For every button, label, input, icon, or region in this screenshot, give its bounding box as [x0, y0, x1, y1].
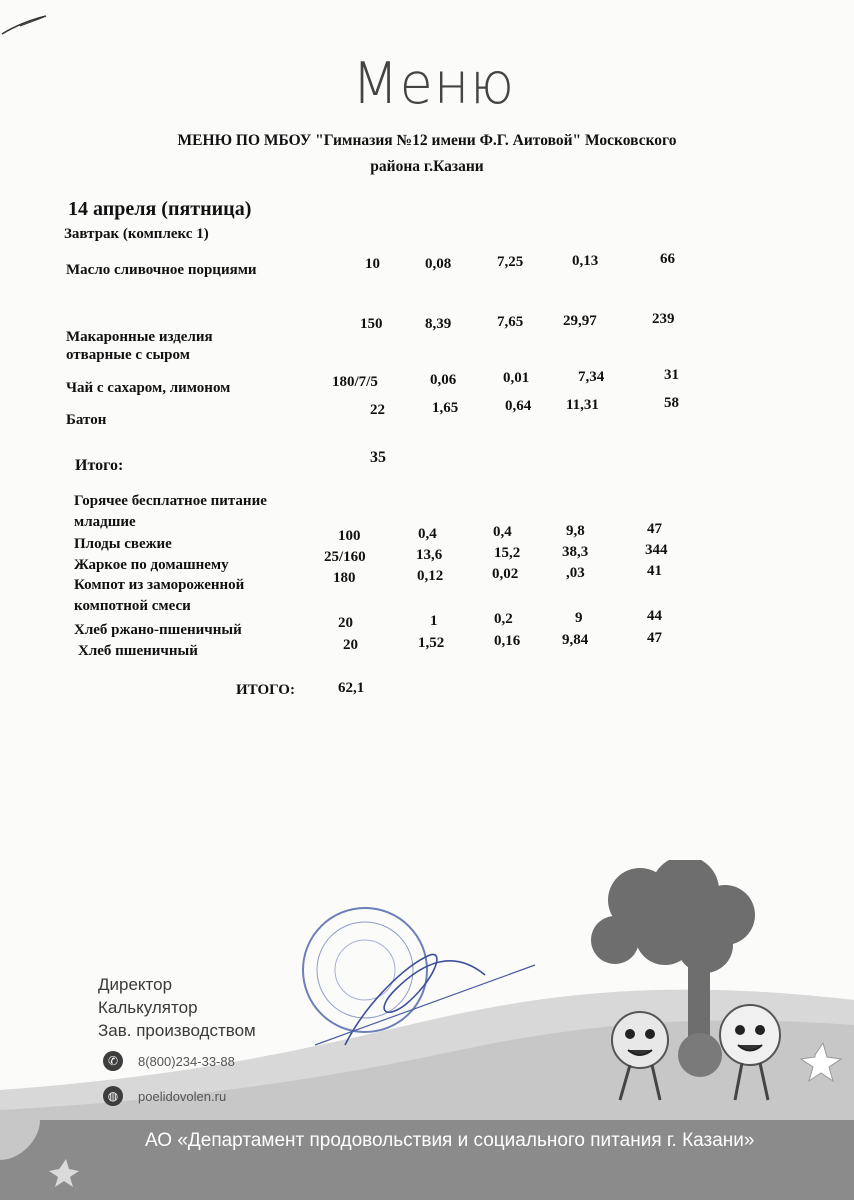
breakfast-item-fat: 7,65	[497, 314, 524, 330]
menu-title-line1: МЕНЮ ПО МБОУ "Гимназия №12 имени Ф.Г. Аитовой" Московского	[177, 132, 677, 149]
hot-item-weight: 25/160	[324, 549, 366, 565]
pen-mark-icon	[0, 0, 60, 40]
hot-item-kcal: 47	[647, 521, 662, 537]
hot-item-kcal: 47	[647, 630, 662, 646]
phone-icon: ✆	[103, 1051, 123, 1071]
breakfast-item-carbs: 7,34	[578, 369, 605, 385]
hot-item-carbs: 38,3	[562, 544, 589, 560]
breakfast-total-value: 35	[370, 449, 386, 466]
hot-item-name: Хлеб пшеничный	[78, 643, 198, 659]
hot-item-protein: 1	[430, 613, 438, 629]
handwritten-title: Меню	[352, 50, 515, 117]
footer-role-calculator: Калькулятор	[98, 998, 198, 1017]
grand-total-value: 62,1	[338, 680, 365, 696]
hot-item-fat: 15,2	[494, 545, 521, 561]
hot-item-carbs: 9,8	[566, 523, 585, 539]
breakfast-item-fat: 7,25	[497, 254, 524, 270]
hot-item-fat: 0,16	[494, 633, 521, 649]
hot-item-name-line2: компотной смеси	[74, 598, 191, 614]
hot-item-weight: 100	[338, 528, 361, 544]
hot-item-name: Хлеб ржано-пшеничный	[74, 622, 242, 638]
menu-date: 14 апреля (пятница)	[68, 198, 252, 220]
breakfast-item-carbs: 11,31	[566, 397, 599, 413]
breakfast-item-fat: 0,01	[503, 370, 530, 386]
hot-item-carbs: 9,84	[562, 632, 589, 648]
hot-item-protein: 13,6	[416, 547, 443, 563]
breakfast-item-carbs: 29,97	[563, 313, 597, 329]
hot-item-weight: 20	[338, 615, 353, 631]
hot-item-kcal: 44	[647, 608, 662, 624]
hot-item-fat: 0,02	[492, 566, 519, 582]
hot-item-name: Плоды свежие	[74, 536, 172, 552]
breakfast-item-kcal: 58	[664, 395, 679, 411]
footer-phone[interactable]: 8(800)234-33-88	[138, 1054, 235, 1069]
breakfast-item-name: Чай с сахаром, лимоном	[66, 380, 231, 396]
hot-item-carbs: ,03	[566, 565, 585, 581]
breakfast-heading: Завтрак (комплекс 1)	[64, 226, 209, 242]
hot-meal-heading-line2: младшие	[74, 514, 136, 530]
hot-item-kcal: 344	[645, 542, 668, 558]
hot-item-protein: 0,12	[417, 568, 444, 584]
footer-role-production: Зав. производством	[98, 1021, 256, 1040]
footer-website[interactable]: poelidovolen.ru	[138, 1089, 227, 1104]
hot-item-protein: 0,4	[418, 526, 437, 542]
breakfast-total-label: Итого:	[75, 457, 124, 474]
breakfast-item-kcal: 239	[652, 311, 675, 327]
hot-item-fat: 0,4	[493, 524, 512, 540]
hot-item-kcal: 41	[647, 563, 662, 579]
breakfast-item-name: Батон	[66, 412, 107, 428]
breakfast-item-protein: 0,08	[425, 256, 452, 272]
hot-item-protein: 1,52	[418, 635, 445, 651]
breakfast-item-kcal: 66	[660, 251, 675, 267]
breakfast-item-name: Масло сливочное порциями	[66, 262, 257, 278]
hot-item-carbs: 9	[575, 610, 583, 626]
globe-icon: ◍	[103, 1086, 123, 1106]
breakfast-item-protein: 0,06	[430, 372, 457, 388]
hot-item-name: Компот из замороженной	[74, 577, 245, 593]
breakfast-item-name: Макаронные изделия	[66, 329, 213, 345]
breakfast-item-protein: 8,39	[425, 316, 452, 332]
hot-item-weight: 20	[343, 637, 358, 653]
breakfast-item-weight: 150	[360, 316, 383, 332]
breakfast-item-kcal: 31	[664, 367, 679, 383]
breakfast-item-weight: 22	[370, 402, 385, 418]
breakfast-item-fat: 0,64	[505, 398, 532, 414]
breakfast-item-protein: 1,65	[432, 400, 459, 416]
breakfast-item-name-line2: отварные с сыром	[66, 347, 190, 363]
grand-total-label: ИТОГО:	[236, 682, 295, 698]
breakfast-item-carbs: 0,13	[572, 253, 599, 269]
breakfast-item-weight: 180/7/5	[332, 374, 378, 390]
menu-title-line2: района г.Казани	[370, 158, 484, 175]
hot-meal-heading: Горячее бесплатное питание	[74, 493, 267, 509]
hot-item-name: Жаркое по домашнему	[74, 557, 229, 573]
breakfast-item-weight: 10	[365, 256, 380, 272]
footer-role-director: Директор	[98, 975, 173, 994]
hot-item-weight: 180	[333, 570, 356, 586]
footer-organization: АО «Департамент продовольствия и социального питания г. Казани»	[145, 1130, 755, 1151]
official-stamp-and-signature	[285, 895, 545, 1065]
hot-item-fat: 0,2	[494, 611, 513, 627]
